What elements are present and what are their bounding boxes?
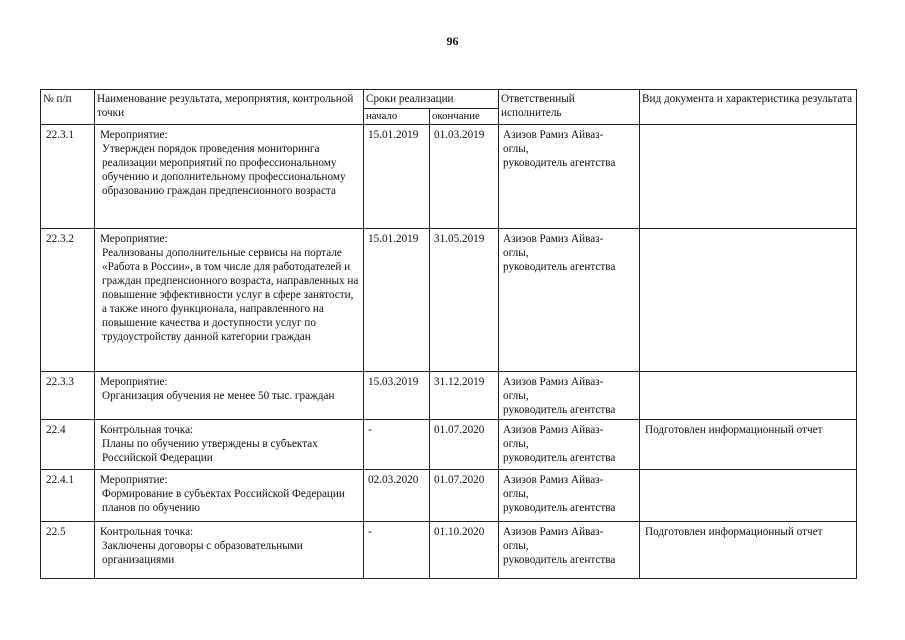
row-document: Подготовлен информационный отчет [640,420,857,470]
resp-name-2: оглы, [503,540,529,552]
row-responsible [499,372,640,420]
row-type: Мероприятие: [100,376,168,388]
row-start: - [364,522,430,579]
row-responsible [499,470,640,522]
table-row [41,372,857,420]
row-document [640,470,857,522]
header-responsible: Ответственный исполнитель [499,90,640,125]
resp-role: руководитель агентства [503,452,616,464]
row-text: Заключены договоры с образовательными организациями [102,540,303,566]
row-num: 22.3.2 [41,229,95,372]
header-name: Наименование результата, мероприятия, контрольной точки [95,90,364,125]
header-terms: Сроки реализации [364,90,499,109]
resp-role: руководитель агентства [503,157,616,169]
resp-name-2: оглы, [503,390,529,402]
row-end: 31.12.2019 [430,372,499,420]
resp-role: руководитель агентства [503,261,616,273]
table-row [41,522,857,579]
row-responsible [499,229,640,372]
row-description [95,470,364,522]
row-type: Мероприятие: [100,474,168,486]
resp-name-2: оглы, [503,488,529,500]
table-row [41,125,857,229]
resp-name: Азизов Рамиз Айваз- [503,233,604,245]
resp-name: Азизов Рамиз Айваз- [503,424,604,436]
row-document [640,229,857,372]
row-text: Реализованы дополнительные сервисы на портале «Работа в России», в том числе для работодателей и граждан предпенсионного возраста, направленных на повышение эффективности услуг в сфере занятости, а также иного функционала, направленного на повышение качества и доступности услуг по трудоустройству данной категории граждан [102,247,359,343]
table-row [41,229,857,372]
row-document [640,372,857,420]
table-row [41,470,857,522]
row-start: 15.01.2019 [364,125,430,229]
row-responsible [499,125,640,229]
row-num: 22.4.1 [41,470,95,522]
resp-name: Азизов Рамиз Айваз- [503,129,604,141]
row-text: Утвержден порядок проведения мониторинга реализации мероприятий по профессиональному обучению и дополнительному профессиональному образованию граждан предпенсионного возраста [102,143,346,197]
row-num: 22.3.3 [41,372,95,420]
plan-table [40,89,857,579]
resp-role: руководитель агентства [503,554,616,566]
row-text: Организация обучения не менее 50 тыс. граждан [102,390,335,402]
row-num: 22.5 [41,522,95,579]
header-start: начало [364,109,430,125]
row-responsible [499,522,640,579]
row-type: Мероприятие: [100,233,168,245]
table-body [41,125,857,579]
page-number: 96 [446,34,459,48]
row-description [95,372,364,420]
resp-role: руководитель агентства [503,404,616,416]
table-header [41,90,857,125]
row-description [95,125,364,229]
row-end: 01.03.2019 [430,125,499,229]
row-end: 01.10.2020 [430,522,499,579]
row-responsible [499,420,640,470]
header-num: № п/п [41,90,95,125]
row-type: Контрольная точка: [100,424,194,436]
resp-name-2: оглы, [503,247,529,259]
row-description [95,522,364,579]
row-start: 15.03.2019 [364,372,430,420]
row-start: 02.03.2020 [364,470,430,522]
row-description [95,229,364,372]
row-type: Контрольная точка: [100,526,194,538]
row-type: Мероприятие: [100,129,168,141]
resp-role: руководитель агентства [503,502,616,514]
resp-name: Азизов Рамиз Айваз- [503,376,604,388]
resp-name: Азизов Рамиз Айваз- [503,526,604,538]
table-row [41,420,857,470]
row-document [640,125,857,229]
resp-name-2: оглы, [503,143,529,155]
row-text: Планы по обучению утверждены в субъектах Российской Федерации [102,438,318,464]
header-end: окончание [430,109,499,125]
row-num: 22.3.1 [41,125,95,229]
row-num: 22.4 [41,420,95,470]
resp-name-2: оглы, [503,438,529,450]
header-document: Вид документа и характеристика результата [640,90,857,125]
row-start: - [364,420,430,470]
row-description [95,420,364,470]
row-end: 01.07.2020 [430,420,499,470]
row-document: Подготовлен информационный отчет [640,522,857,579]
row-end: 31.05.2019 [430,229,499,372]
row-end: 01.07.2020 [430,470,499,522]
row-start: 15.01.2019 [364,229,430,372]
resp-name: Азизов Рамиз Айваз- [503,474,604,486]
row-text: Формирование в субъектах Российской Федерации планов по обучению [102,488,345,514]
